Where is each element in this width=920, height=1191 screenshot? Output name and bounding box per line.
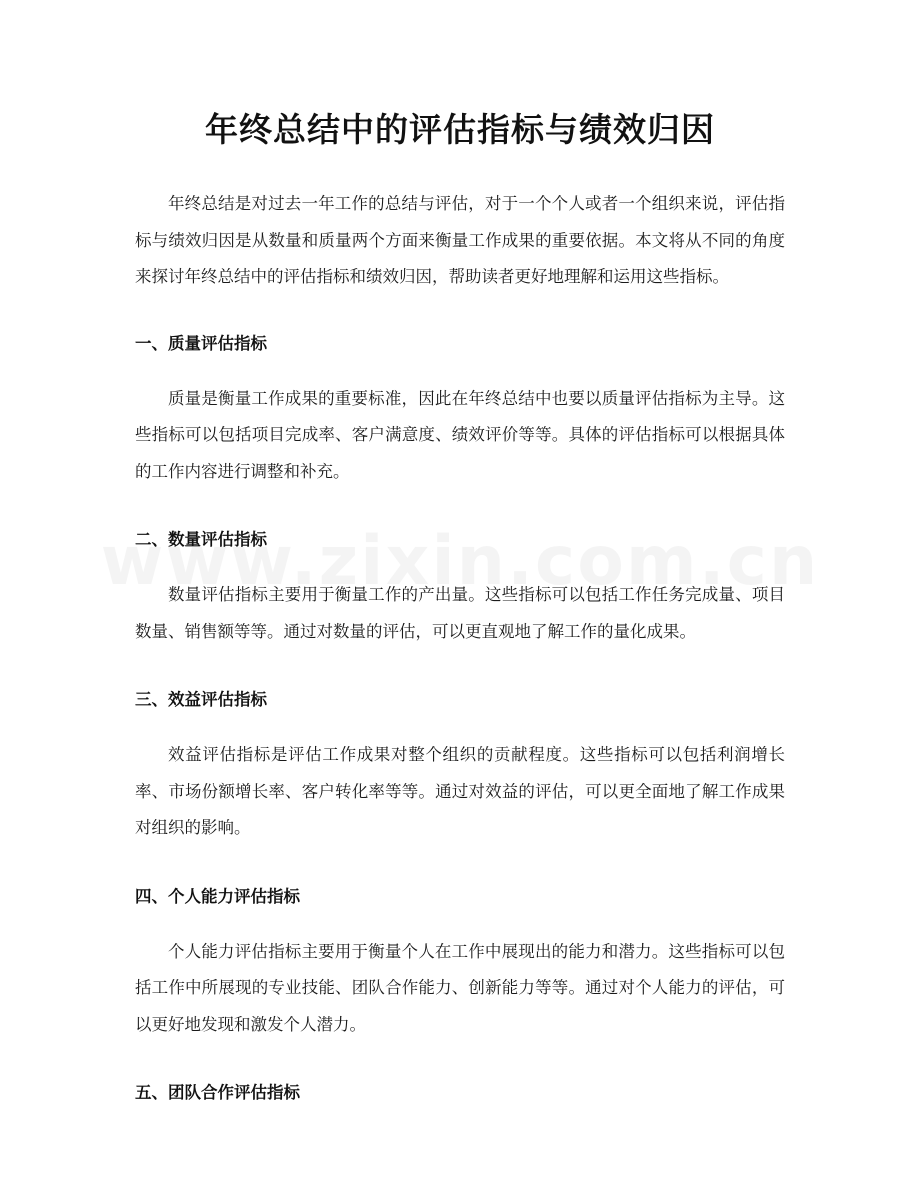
section-body-benefit: 效益评估指标是评估工作成果对整个组织的贡献程度。这些指标可以包括利润增长率、市场份额增长率、客户转化率等等。通过对效益的评估，可以更全面地了解工作成果对组织的影响。 [135,745,785,837]
section-heading-quantity: 二、数量评估指标 [135,530,267,549]
document-title: 年终总结中的评估指标与绩效归因 [205,110,715,149]
section-body-personal-ability: 个人能力评估指标主要用于衡量个人在工作中展现出的能力和潜力。这些指标可以包括工作中所展现的专业技能、团队合作能力、创新能力等等。通过对个人能力的评估，可以更好地发现和激发个人潜力。 [135,941,785,1034]
section-heading-personal-ability: 四、个人能力评估指标 [135,886,300,906]
section-body-quantity: 数量评估指标主要用于衡量工作的产出量。这些指标可以包括工作任务完成量、项目数量、销售额等等。通过对数量的评估，可以更直观地了解工作的量化成果。 [135,585,785,641]
section-heading-quality: 一、质量评估指标 [135,333,267,353]
intro-paragraph: 年终总结是对过去一年工作的总结与评估，对于一个个人或者一个组织来说，评估指标与绩效归因是从数量和质量两个方面来衡量工作成果的重要依据。本文将从不同的角度来探讨年终总结中的评估指标和绩效归因，帮助读者更好地理解和运用这些指标。 [135,194,785,286]
section-heading-teamwork: 五、团队合作评估指标 [135,1083,300,1102]
section-heading-benefit: 三、效益评估指标 [135,690,267,709]
section-body-quality: 质量是衡量工作成果的重要标准，因此在年终总结中也要以质量评估指标为主导。这些指标可以包括项目完成率、客户满意度、绩效评价等等。具体的评估指标可以根据具体的工作内容进行调整和补充。 [135,388,785,481]
